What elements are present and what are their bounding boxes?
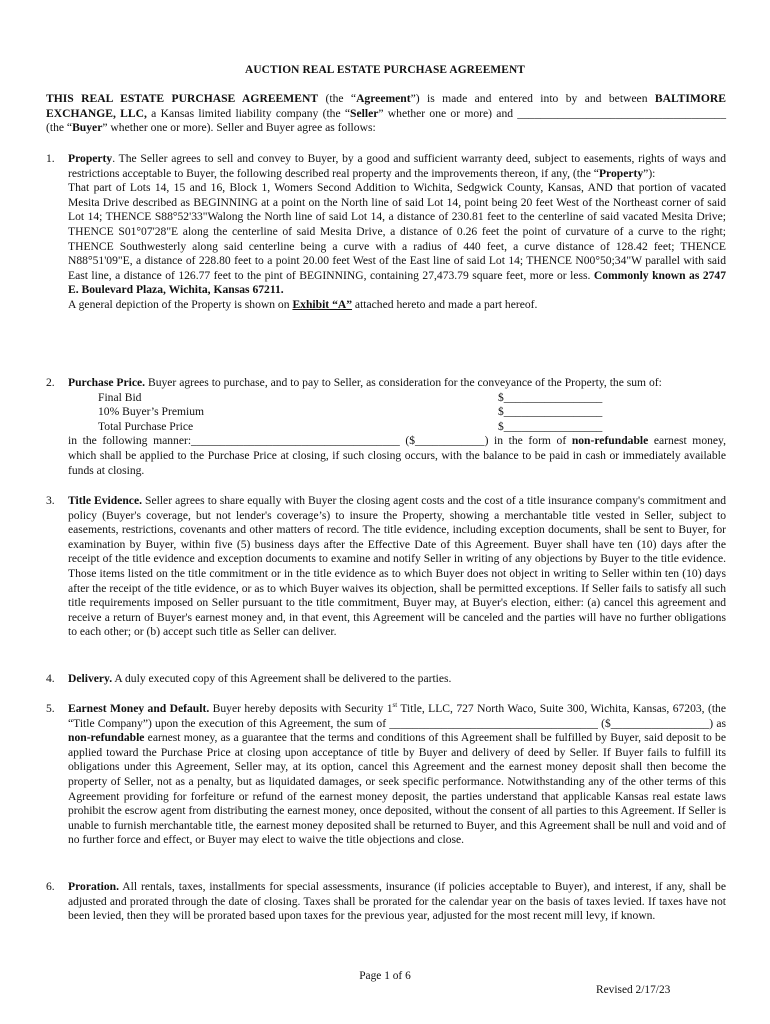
intro-text: ” whether one or more) and ____________________________________ (the “ xyxy=(46,106,726,135)
intro-paragraph xyxy=(46,92,726,136)
section-number: 2. xyxy=(46,376,55,389)
section-text: ”): xyxy=(643,166,656,180)
section-delivery xyxy=(46,672,726,687)
section-heading: Earnest Money and Default. xyxy=(68,702,210,715)
document-title: AUCTION REAL ESTATE PURCHASE AGREEMENT xyxy=(245,64,525,76)
price-label: Total Purchase Price xyxy=(98,419,194,433)
section-number: 6. xyxy=(46,880,55,893)
section-title-evidence xyxy=(46,494,726,640)
page-number: Page 1 of 6 xyxy=(359,970,411,982)
common-address: Commonly known as 2747 E. Boulevard Plaza, Wichita, Kansas 67211. xyxy=(68,268,727,297)
section-heading: Title Evidence. xyxy=(68,494,142,507)
seller-name: BALTIMORE EXCHANGE, LLC, xyxy=(46,92,726,120)
intro-text: a Kansas limited liability company (the “ xyxy=(146,106,351,120)
price-row-premium xyxy=(68,405,726,420)
section-text: Seller agrees to share equally with Buyer the closing agent costs and the cost of a title insurance company's commitment and policy (Buyer's coverage, but not lender's coverage’s) to insure the Property, showing a merchantable title vested in Seller, subject to easements, restrictions, covenants and other matters of record. The title evidence, including exception documents, shall be sent to Buyer, for examination by Buyer, within five (5) business days after the Effective Date of this Agreement. Buyer shall have ten (10) days after the receipt of the title evidence and exception documents to examine and notify Seller in writing of any objections by Buyer to the title evidence. Those items listed on the title commitment or in the title evidence as to which Buyer does not object in writing to Seller within ten (10) days after the receipt of the title evidence, or as to which Buyer waives its objection, shall be permitted exceptions. If Seller fails to satisfy all such title requirements imposed on Seller pursuant to the title commitment, Buyer may, at Buyer's election, either: (a) cancel this agreement and receive a return of Buyer's earnest money and, in that event, this Agreement will be canceled and the parties will have no further obligations to each other; or (b) accept such title as Seller can deliver. xyxy=(68,494,726,639)
section-number: 4. xyxy=(46,672,55,685)
section-number: 3. xyxy=(46,494,55,507)
general-depiction: A general depiction of the Property is shown on Exhibit “A” attached hereto and made a part hereof. xyxy=(68,297,538,311)
section-heading: Proration. xyxy=(68,880,119,893)
section-property xyxy=(46,152,726,313)
section-purchase-price xyxy=(46,376,726,478)
section-number: 1. xyxy=(46,152,55,165)
final-bid-field[interactable]: $_________________ xyxy=(498,390,603,404)
section-heading: Delivery. xyxy=(68,672,113,685)
revision-date: Revised 2/17/23 xyxy=(596,984,671,996)
term-agreement: Agreement xyxy=(356,92,411,105)
section-heading: Purchase Price. xyxy=(68,376,146,389)
section-text: All rentals, taxes, installments for special assessments, insurance (if policies acceptable to Buyer), and interest, if any, shall be adjusted and prorated through the date of closing. Taxes shall be prorated for the calendar year on the basis of taxes levied. If taxes have not been levied, then they will be prorated based upon taxes for the previous year, adjusted for the most recent mill levy, if known. xyxy=(68,880,726,923)
exhibit-a-reference: Exhibit “A” xyxy=(292,297,353,311)
section-text: Buyer agrees to purchase, and to pay to Seller, as consideration for the conveyance of the Property, the sum of: xyxy=(145,376,662,389)
section-heading: Property xyxy=(68,152,113,165)
price-label: 10% Buyer’s Premium xyxy=(98,405,205,419)
intro-text: (the “ xyxy=(318,92,357,105)
term-property: Property xyxy=(598,166,644,180)
intro-text: ” whether one or more). Seller and Buyer agree as follows: xyxy=(102,121,376,135)
ordinal-suffix: st xyxy=(392,701,398,710)
payment-manner: in the following manner:____________________________________ ($____________) in the form of non-refundable earnest money, which shall be applied to the Purchase Price at closing, if such closing occurs, with the balance to be paid in cash or immediately available funds at closing. xyxy=(68,434,726,477)
price-label: Final Bid xyxy=(98,390,142,404)
legal-description: That part of Lots 14, 15 and 16, Block 1, Womers Second Addition to Wichita, Sedgwick County, Kansas, AND that portion of vacated Mesita Drive described as BEGINNING at a point on the North line of said Lot 14, point being 20 feet West of the Northeast corner of said Lot 14; THENCE S88°52'33"Walong the North line of said Lot 14, a distance of 230.81 feet to the centerline of said vacated Mesita Drive; THENCE S01°07'28"E along the centerline of said Mesita Drive, a distance of 0.26 feet the point of curvature of a curve to the right; THENCE Southwesterly along said centerline being a curve with a radius of 440 feet, a curve distance of 128.42 feet; THENCE N88°51'09"E, a distance of 228.80 feet to a point 20.00 feet West of the East line of said Lot 14; THENCE N00°50;34"W parallel with said East line, a distance of 126.77 feet to the pint of BEGINNING, containing 27,473.79 square feet, more or less. Commonly known as 2747 E. Boulevard Plaza, Wichita, Kansas 67211. xyxy=(68,181,727,297)
term-seller: Seller xyxy=(350,106,379,120)
premium-field[interactable]: $_________________ xyxy=(498,405,603,419)
price-row-final-bid xyxy=(68,391,726,406)
section-earnest-money: 5. Earnest Money and Default. Buyer hereby deposits with Security 1st Title, LLC, 727 North Waco, Suite 300, Wichita, Kansas, 67203, (the “Title Company”) upon the execution of this Agreement, the sum of ____________________________________ ($_________________) as non-refundable earnest money, as a guarantee that the terms and conditions of this Agreement shall be fulfilled by Buyer, said deposit to be applied toward the Purchase Price at closing upon acceptance of title by Buyer and delivery of deed by Seller. If Buyer fails to fulfill its obligations under this Agreement, Seller may, at its option, cancel this Agreement and the earnest money deposit shall then become the property of Seller, not as a penalty, but as liquidated damages, or seek specific performance. Notwithstanding any of the other terms of this Agreement providing for forfeiture or refund of the earnest money deposit, the parties understand that applicable Kansas real estate laws prohibit the escrow agent from distributing the earnest money, once deposited, without the consent of all parties to this Agreement. If Seller is unable to furnish merchantable title, the earnest money deposited shall be returned to Buyer, and this Agreement shall be null and void and of no further force and effect, or Buyer may elect to waive the title objections and close. xyxy=(46,701,726,847)
section-number: 5. xyxy=(46,702,55,715)
intro-lead: THIS REAL ESTATE PURCHASE AGREEMENT xyxy=(46,92,319,105)
total-price-field[interactable]: $_________________ xyxy=(498,419,603,433)
price-row-total xyxy=(68,420,726,435)
non-refundable-term: non-refundable xyxy=(68,731,145,745)
section-proration xyxy=(46,880,726,924)
non-refundable-term: non-refundable xyxy=(571,434,649,448)
section-text: . The Seller agrees to sell and convey to Buyer, by a good and sufficient warranty deed, subject to easements, rights of ways and restrictions acceptable to Buyer, the following described real property and the improvements thereon, if any, (the “ xyxy=(68,152,726,180)
section-text: A duly executed copy of this Agreement shall be delivered to the parties. xyxy=(112,672,452,685)
term-buyer: Buyer xyxy=(72,121,103,135)
intro-text: ”) is made and entered into by and between xyxy=(410,92,655,105)
